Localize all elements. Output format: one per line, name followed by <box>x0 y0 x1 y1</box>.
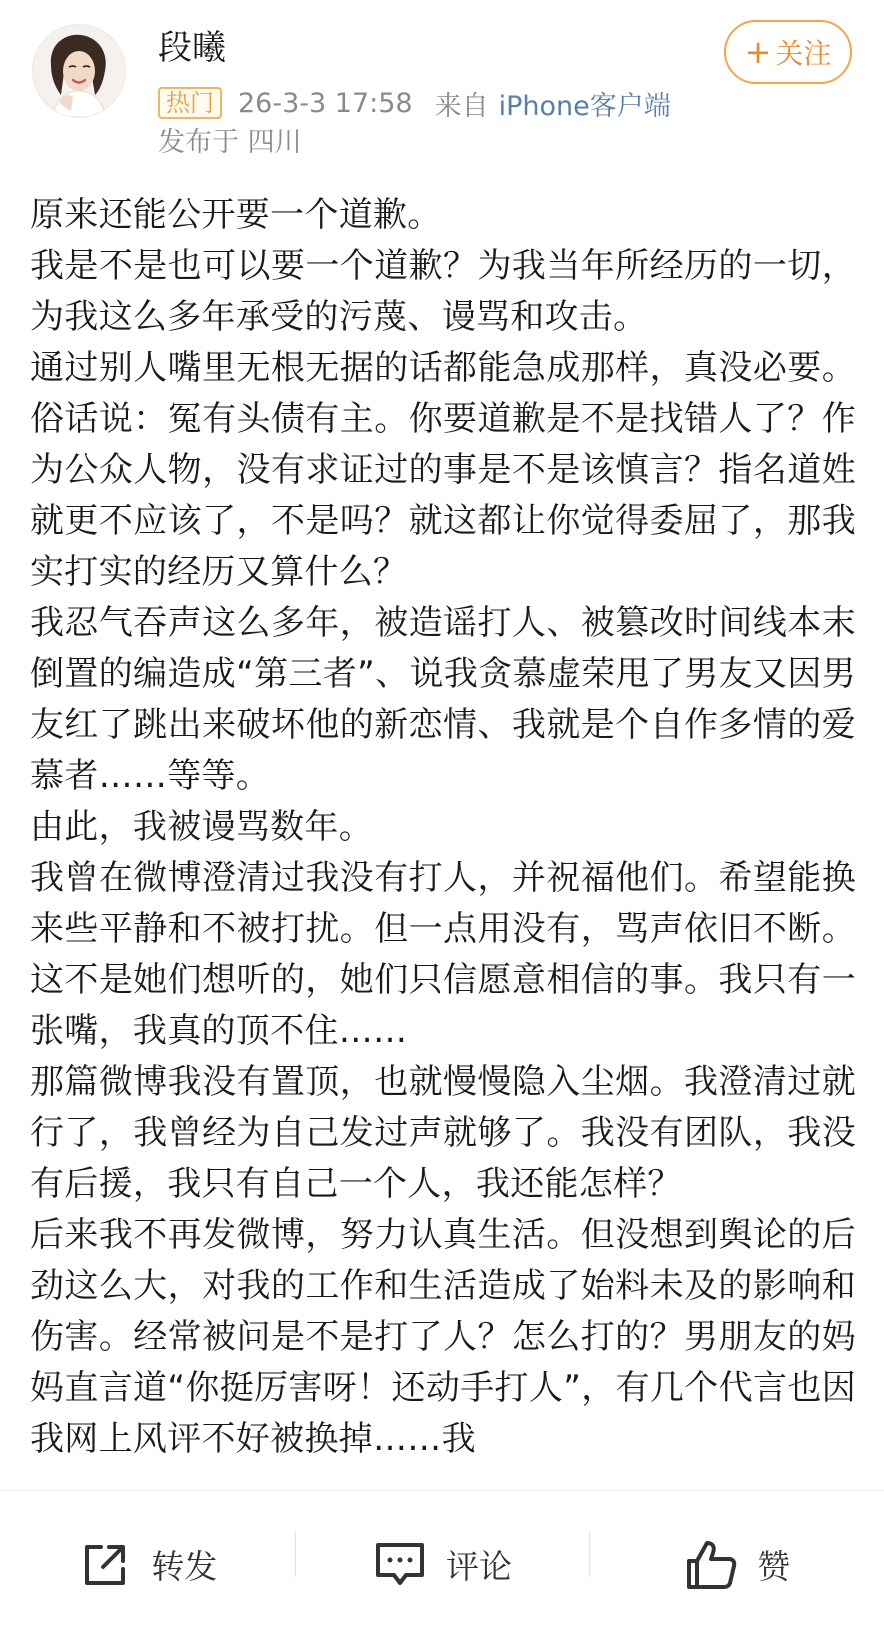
post-paragraph: 通过别人嘴里无根无据的话都能急成那样，真没必要。俗话说：冤有头债有主。你要道歉是不是找错人了？作为公众人物，没有求证过的事是不是该慎言？指名道姓就更不应该了，不是吗？就这都让你觉得委屈了，那我实打实的经历又算什么？ <box>30 348 856 592</box>
post-location: 发布于 四川 <box>158 127 302 158</box>
post-paragraph: 那篇微博我没有置顶，也就慢慢隐入尘烟。我澄清过就行了，我曾经为自己发过声就够了。我没有团队，我没有后援，我只有自己一个人，我还能怎样？ <box>30 1062 856 1204</box>
repost-label: 转发 <box>151 1547 218 1586</box>
plus-icon: + <box>744 33 772 71</box>
post-paragraph: 后来我不再发微博，努力认真生活。但没想到舆论的后劲这么大，对我的工作和生活造成了始料未及的影响和伤害。经常被问是不是打了人？怎么打的？男朋友的妈妈直言道“你挺厉害呀！还动手打人”，有几个代言也因我网上风评不好被换掉……我 <box>30 1215 856 1459</box>
comment-button[interactable] <box>295 1491 590 1652</box>
post-paragraph: 我曾在微博澄清过我没有打人，并祝福他们。希望能换来些平静和不被打扰。但一点用没有，骂声依旧不断。这不是她们想听的，她们只信愿意相信的事。我只有一张嘴，我真的顶不住…… <box>30 858 856 1051</box>
source-prefix: 来自 <box>434 90 489 122</box>
post-paragraph: 原来还能公开要一个道歉。 <box>30 195 442 235</box>
action-bar <box>0 1491 884 1652</box>
avatar[interactable] <box>32 24 126 118</box>
comment-label: 评论 <box>446 1547 512 1586</box>
post-time: 26-3-3 17:58 <box>238 87 413 119</box>
post-paragraph: 我是不是也可以要一个道歉？为我当年所经历的一切，为我这么多年承受的污蔑、谩骂和攻击。 <box>30 246 856 337</box>
hot-badge: 热门 <box>158 87 222 119</box>
comment-icon <box>372 1537 428 1593</box>
thumbs-up-icon <box>683 1537 739 1593</box>
post-paragraph: 由此，我被谩骂数年。 <box>30 807 373 847</box>
follow-label: 关注 <box>775 37 832 70</box>
like-label: 赞 <box>757 1547 791 1586</box>
follow-button[interactable] <box>724 20 852 84</box>
post-paragraph: 我忍气吞声这么多年，被造谣打人、被篡改时间线本末倒置的编造成“第三者”、说我贪慕虚荣甩了男友又因男友红了跳出来破坏他的新恋情、我就是个自作多情的爱慕者……等等。 <box>30 603 856 796</box>
repost-button[interactable] <box>0 1491 295 1652</box>
like-button[interactable] <box>589 1491 884 1652</box>
post-content <box>30 190 856 1478</box>
username[interactable]: 段曦 <box>158 28 226 68</box>
share-icon <box>77 1537 133 1593</box>
post-meta <box>158 86 671 120</box>
source-device-link[interactable]: iPhone客户端 <box>498 90 671 122</box>
user-avatar-image <box>33 25 125 117</box>
post-header <box>0 0 884 160</box>
